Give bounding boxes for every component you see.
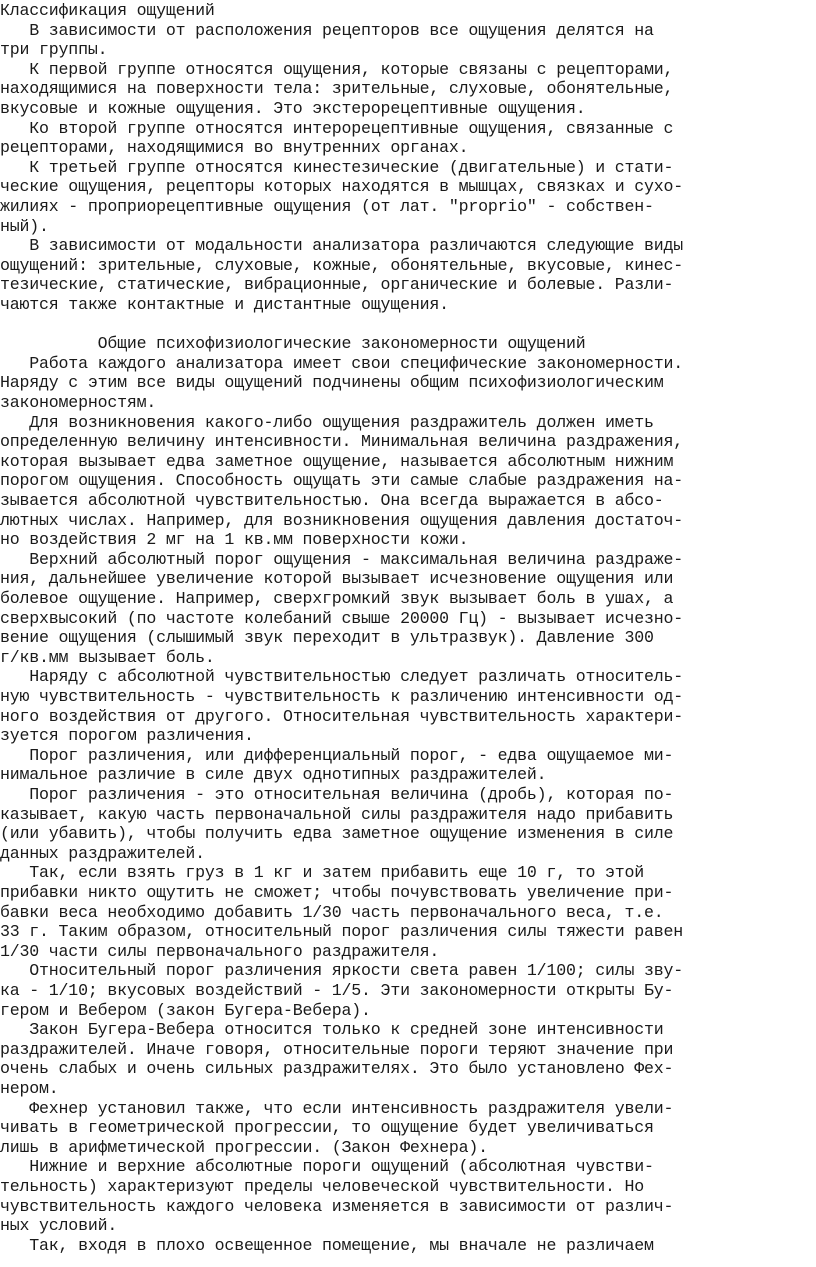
text-line: вение ощущения (слышимый звук переходит в ультразвук). Давление 300 (0, 628, 654, 648)
text-line: Так, если взять груз в 1 кг и затем прибавить еще 10 г, то этой (0, 863, 645, 883)
text-line: жилиях - проприорецептивные ощущения (от лат. "proprio" - собствен- (0, 197, 654, 216)
text-line: Верхний абсолютный порог ощущения - максимальная величина раздраже- (0, 549, 684, 569)
section-heading: Общие психофизиологические закономерности ощущений (0, 334, 586, 354)
text-line: Относительный порог различения яркости света равен 1/100; силы зву- (0, 961, 684, 981)
text-line: казывает, какую часть первоначальной силы раздражителя надо прибавить (0, 804, 674, 824)
text-line: К третьей группе относятся кинестезические (двигательные) и стати- (0, 157, 674, 177)
text-line: 33 г. Таким образом, относительный порог различения силы тяжести равен (0, 922, 684, 942)
text-line: В зависимости от расположения рецепторов все ощущения делятся на (0, 20, 654, 40)
text-line: порогом ощущения. Способность ощущать эти самые слабые раздражения на- (0, 471, 684, 491)
text-line: Так, входя в плохо освещенное помещение, мы вначале не различаем (0, 1235, 654, 1255)
text-line: Фехнер установил также, что если интенсивность раздражителя увели- (0, 1098, 674, 1118)
text-line: вкусовые и кожные ощущения. Это экстерорецептивные ощущения. (0, 99, 586, 118)
text-line: лютных числах. Например, для возникновения ощущения давления достаточ- (0, 510, 684, 530)
text-line: Нижние и верхние абсолютные пороги ощущений (абсолютная чувстви- (0, 1157, 654, 1177)
text-line: ную чувствительность - чувствительность к различению интенсивности од- (0, 687, 684, 706)
text-line: гером и Вебером (закон Бугера-Вебера). (0, 1000, 371, 1020)
text-line: лишь в арифметической прогрессии. (Закон Фехнера). (0, 1137, 488, 1157)
text-line: Ко второй группе относятся интерорецептивные ощущения, связанные с (0, 118, 674, 138)
text-line: закономерностям. (0, 393, 157, 412)
text-line: зуется порогом различения. (0, 726, 254, 746)
text-line: рецепторами, находящимися во внутренних органах. (0, 138, 469, 158)
text-line: Для возникновения какого-либо ощущения раздражитель должен иметь (0, 412, 654, 432)
text-line: (или убавить), чтобы получить едва заметное ощущение изменения в силе (0, 824, 674, 844)
text-line: 1/30 части силы первоначального раздражителя. (0, 941, 440, 961)
text-line: бавки веса необходимо добавить 1/30 часть первоначального веса, т.е. (0, 902, 664, 922)
text-line: К первой группе относятся ощущения, которые связаны с рецепторами, (0, 59, 674, 79)
text-line: но воздействия 2 мг на 1 кв.мм поверхности кожи. (0, 530, 469, 550)
text-line: три группы. (0, 40, 108, 60)
text-line: нимальное различие в силе двух однотипных раздражителей. (0, 765, 547, 785)
text-line: данных раздражителей. (0, 843, 205, 863)
text-line: тельность) характеризуют пределы человеческой чувствительности. Но (0, 1177, 645, 1196)
text-line: Работа каждого анализатора имеет свои специфические закономерности. (0, 353, 684, 373)
text-line: ного воздействия от другого. Относительная чувствительность характери- (0, 706, 684, 726)
text-line: чувствительность каждого человека изменяется в зависимости от различ- (0, 1196, 674, 1216)
text-line: сверхвысокий (по частоте колебаний свыше 20000 Гц) - вызывает исчезно- (0, 608, 684, 628)
text-line: нером. (0, 1079, 59, 1098)
text-line: ный). (0, 216, 49, 236)
text-line: раздражителей. Иначе говоря, относительные пороги теряют значение при (0, 1039, 674, 1059)
document-title: Классификация ощущений (0, 1, 215, 20)
text-line: очень слабых и очень сильных раздражителях. Это было установлено Фех- (0, 1059, 674, 1079)
text-line: Закон Бугера-Вебера относится только к средней зоне интенсивности (0, 1020, 664, 1040)
text-line: Наряду с этим все виды ощущений подчинены общим психофизиологическим (0, 373, 664, 393)
text-line: находящимися на поверхности тела: зрительные, слуховые, обонятельные, (0, 79, 674, 99)
text-line: ния, дальнейшее увеличение которой вызывает исчезновение ощущения или (0, 569, 674, 589)
text-line: тезические, статические, вибрационные, органические и болевые. Разли- (0, 275, 674, 295)
text-line: г/кв.мм вызывает боль. (0, 647, 215, 667)
text-line: определенную величину интенсивности. Минимальная величина раздражения, (0, 432, 684, 452)
text-line: болевое ощущение. Например, сверхгромкий звук вызывает боль в ушах, а (0, 589, 674, 608)
text-line: которая вызывает едва заметное ощущение, называется абсолютным нижним (0, 451, 674, 471)
text-line: ных условий. (0, 1216, 118, 1236)
text-line: Порог различения - это относительная величина (дробь), которая по- (0, 785, 674, 804)
text-line: Наряду с абсолютной чувствительностью следует различать относитель- (0, 667, 684, 687)
text-line: прибавки никто ощутить не сможет; чтобы почувствовать увеличение при- (0, 883, 674, 902)
text-line: ка - 1/10; вкусовых воздействий - 1/5. Эти закономерности открыты Бу- (0, 981, 674, 1000)
text-line: Порог различения, или дифференциальный порог, - едва ощущаемое ми- (0, 745, 674, 765)
text-line: чивать в геометрической прогрессии, то ощущение будет увеличиваться (0, 1118, 654, 1138)
text-line: ческие ощущения, рецепторы которых находятся в мышцах, связках и сухо- (0, 177, 684, 197)
text-line: чаются также контактные и дистантные ощущения. (0, 295, 449, 314)
text-line: зывается абсолютной чувствительностью. Она всегда выражается в абсо- (0, 491, 664, 510)
text-line: ощущений: зрительные, слуховые, кожные, обонятельные, вкусовые, кинес- (0, 255, 684, 275)
text-line: В зависимости от модальности анализатора различаются следующие виды (0, 236, 684, 256)
